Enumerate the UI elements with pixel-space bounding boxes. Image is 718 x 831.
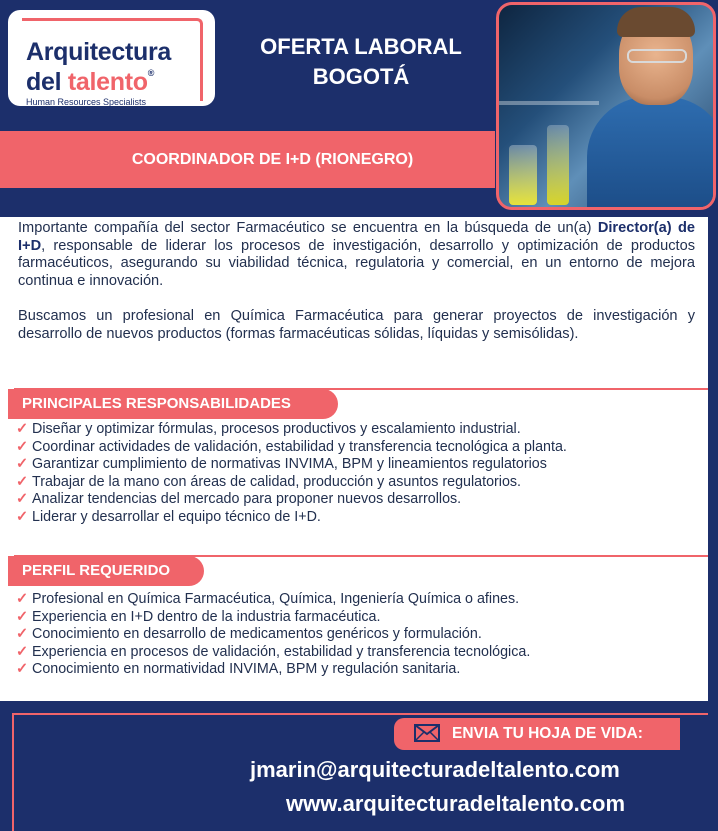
list-item-text: Conocimiento en normatividad INVIMA, BPM y regulación sanitaria. [32, 661, 461, 678]
list-item [16, 509, 567, 527]
hair [617, 7, 695, 37]
list-item [16, 439, 567, 457]
list-item-text: Liderar y desarrollar el equipo técnico de I+D. [32, 508, 321, 525]
list-item [16, 491, 567, 509]
intro-text-a: Importante compañía del sector Farmacéutico se encuentra en la búsqueda de un(a) [18, 220, 598, 236]
check-icon: ✓ [16, 491, 28, 508]
responsibilities-list [16, 421, 567, 527]
check-icon: ✓ [16, 508, 28, 525]
check-icon: ✓ [16, 591, 28, 607]
list-item [16, 644, 530, 662]
list-item-text: Conocimiento en desarrollo de medicamentos genéricos y formulación. [32, 626, 482, 643]
cta-label: ENVIA TU HOJA DE VIDA: [452, 725, 643, 742]
company-logo [8, 10, 215, 106]
list-item-text: Analizar tendencias del mercado para proponer nuevos desarrollos. [32, 491, 462, 508]
check-icon: ✓ [16, 608, 28, 625]
list-item [16, 591, 530, 609]
lab-coat [587, 97, 716, 210]
list-item [16, 609, 530, 627]
offer-title [232, 32, 490, 92]
list-item [16, 474, 567, 492]
offer-title-line2: BOGOTÁ [312, 64, 410, 89]
contact-email[interactable]: jmarin@arquitecturadeltalento.com [250, 757, 620, 782]
logo-line1: Arquitectura [26, 38, 172, 66]
glasses [627, 49, 687, 63]
lab-flask [509, 145, 537, 205]
website-link[interactable]: www.arquitecturadeltalento.com [286, 791, 626, 816]
intro-text-b: , responsable de liderar los procesos de investigación, desarrollo y optimización de productos farmacéuticos, asegurando su viabilidad técnica, regulatoria y comercial, en un entorno de mejora continua e innovación. [18, 237, 695, 289]
list-item-text: Trabajar de la mano con áreas de calidad, producción y asuntos regulatorios. [32, 473, 522, 490]
logo-word-talento: talento [67, 68, 148, 96]
list-item [16, 421, 567, 439]
check-icon: ✓ [16, 456, 28, 473]
position-title: COORDINADOR DE I+D (RIONEGRO) [131, 151, 414, 168]
list-item [16, 626, 530, 644]
check-icon: ✓ [16, 626, 28, 643]
list-item-text: Garantizar cumplimiento de normativas INVIMA, BPM y lineamientos regulatorios [32, 456, 547, 473]
list-item-text: Coordinar actividades de validación, estabilidad y transferencia tecnológica a planta. [32, 438, 567, 455]
side-strip [708, 217, 718, 701]
lab-flask [547, 125, 569, 205]
logo-word-del: del [26, 68, 68, 96]
list-item-text: Profesional en Química Farmacéutica, Química, Ingeniería Química o afines. [32, 591, 520, 607]
list-item-text: Diseñar y optimizar fórmulas, procesos productivos y escalamiento industrial. [32, 421, 521, 437]
check-icon: ✓ [16, 473, 28, 490]
scientist-photo [496, 2, 716, 210]
envelope-icon [414, 724, 440, 742]
logo-line2 [26, 68, 154, 97]
check-icon: ✓ [16, 643, 28, 660]
intro-paragraph-1 [18, 220, 695, 290]
role-name: Director(a) de I+D [18, 220, 695, 254]
list-item [16, 661, 530, 679]
profile-heading: PERFIL REQUERIDO [8, 556, 204, 586]
intro-paragraph-2: Buscamos un profesional en Química Farmacéutica para generar proyectos de investigación y desarrollo de nuevos productos (formas farmacéuticas sólidas, líquidas y semisólidas). [18, 308, 695, 342]
lab-shelf [499, 101, 599, 105]
responsibilities-heading: PRINCIPALES RESPONSABILIDADES [8, 389, 338, 419]
list-item-text: Experiencia en procesos de validación, estabilidad y transferencia tecnológica. [32, 643, 531, 660]
list-item [16, 456, 567, 474]
check-icon: ✓ [16, 421, 28, 437]
offer-title-line1: OFERTA LABORAL [260, 34, 462, 59]
logo-registered-mark: ® [147, 68, 155, 78]
check-icon: ✓ [16, 661, 28, 678]
list-item-text: Experiencia en I+D dentro de la industria farmacéutica. [32, 608, 381, 625]
logo-tagline: Human Resources Specialists [26, 97, 147, 107]
check-icon: ✓ [16, 438, 28, 455]
profile-list [16, 591, 530, 679]
